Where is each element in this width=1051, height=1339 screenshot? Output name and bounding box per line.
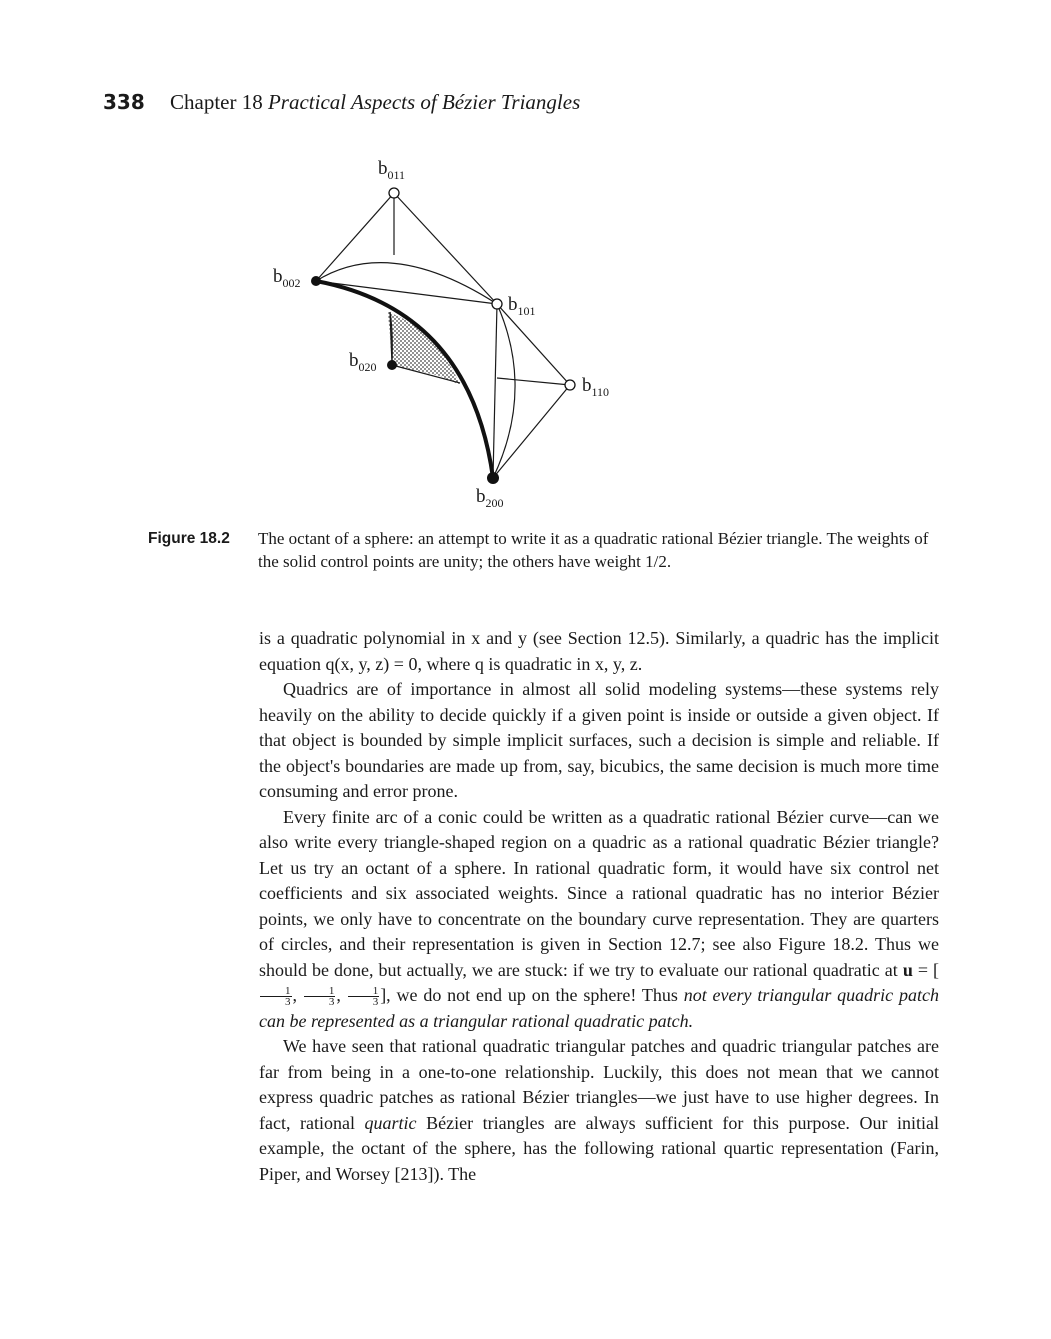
net-line [394, 193, 497, 304]
caption-text: The octant of a sphere: an attempt to write it as a quadratic rational Bézier triangle. The weights of the solid control points are unity; the others have weight 1/2. [258, 529, 929, 571]
net-line [316, 281, 497, 304]
figure-octant-diagram [0, 0, 1051, 520]
control-point-b200 [487, 472, 499, 484]
fraction: $\frac{1}{3}$ [260, 986, 292, 1007]
label-b110: $b_{110}$ [582, 375, 610, 399]
label-b011: $b_{011}$ [378, 158, 406, 182]
paragraph: We have seen that rational quadratic triangular patches and quadric triangular patches are far from being in a one-to-one relationship. Luckily, this does not mean that we cannot express quadric patches as rational Bézier triangles—we just have to use higher degrees. In fact, rational quartic Bézier triangles are always sufficient for this purpose. Our initial example, the octant of the sphere, has the following rational quartic representation (Farin, Piper, and Worsey [213]). The [259, 1036, 940, 1184]
control-point-b011 [389, 188, 399, 198]
page-number: 338 [103, 90, 145, 114]
label-b002: $b_{002}$ [273, 266, 301, 290]
boundary-arc [316, 281, 493, 478]
net-line [493, 304, 497, 478]
surface-arc [316, 263, 497, 304]
label-b101: $b_{101}$ [508, 294, 536, 318]
control-point-b101 [492, 299, 502, 309]
fraction: $\frac{1}{3}$ [304, 986, 336, 1007]
net-line [493, 385, 570, 478]
caption-label: Figure 18.2 [148, 530, 230, 547]
label-b020: $b_{020}$ [349, 350, 377, 374]
octant-diagram-svg [0, 0, 1051, 520]
control-point-b020 [387, 360, 397, 370]
paragraph: is a quadratic polynomial in x and y (see Section 12.5). Similarly, a quadric has the implicit equation q(x, y, z) = 0, where q is quadratic in x, y, z. [259, 628, 939, 674]
net-line [316, 193, 394, 281]
chapter-title: Practical Aspects of Bézier Triangles [267, 90, 581, 114]
paragraph: Quadrics are of importance in almost all solid modeling systems—these systems rely heavily on the ability to decide quickly if a given point is inside or outside a given object. If that object is bounded by simple implicit surfaces, such a decision is simple and reliable. If the object's boundaries are made up from, say, bicubics, the same decision is much more time consuming and error prone. [259, 679, 939, 801]
control-point-b110 [565, 380, 575, 390]
control-point-b002 [311, 276, 321, 286]
chapter-label: Chapter 18 [170, 90, 263, 114]
net-line [497, 378, 570, 385]
body-text [259, 626, 939, 1187]
paragraph: Every finite arc of a conic could be written as a quadratic rational Bézier curve—can we also write every triangle-shaped region on a quadric as a rational quadratic Bézier triangle? Let us try an octant of a sphere. In rational quadratic form, it would have six control net coefficients and six associated weights. Since a rational quadratic has no interior Bézier points, we only have to concentrate on the boundary curve representation. They are quarters of circles, and their representation is given in Section 12.7; see also Figure 18.2. Thus we should be done, but actually, we are stuck: if we try to evaluate our rational quadratic at u = [ $\frac{1}{3}$ , $\frac{1}{3}$ , $\frac{1}{3}$ ], we do not end up on the sphere! Thus not every triangular quadric patch can be represented as a triangular rational quadratic patch. [259, 806, 940, 1031]
label-b200: $b_{200}$ [476, 486, 504, 510]
fraction: $\frac{1}{3}$ [348, 986, 380, 1007]
figure-caption [148, 527, 948, 573]
